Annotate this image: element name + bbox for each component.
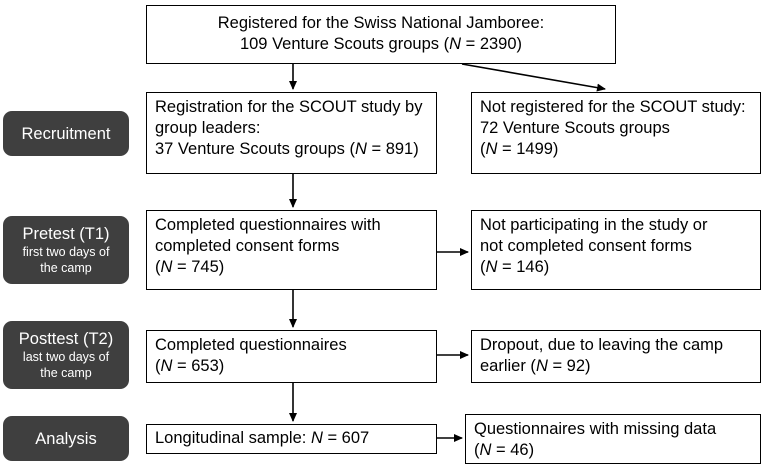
dropout-box: Dropout, due to leaving the camp earlier (N = 92) — [471, 330, 761, 383]
missing-data-box: Questionnaires with missing data (N = 46) — [465, 414, 761, 464]
stage-label-recruitment: Recruitment — [3, 111, 129, 156]
not-participating-box: Not participating in the study or not completed consent forms (N = 146) — [471, 210, 761, 290]
stage-label-posttest: Posttest (T2) last two days of the camp — [3, 321, 129, 389]
stage-label-pretest: Pretest (T1) first two days of the camp — [3, 216, 129, 284]
stage-label-analysis: Analysis — [3, 416, 129, 461]
longitudinal-sample-box: Longitudinal sample: N = 607 — [146, 424, 437, 454]
registration-box: Registration for the SCOUT study by group leaders: 37 Venture Scouts groups (N = 891) — [146, 92, 437, 174]
arrow-top-to-not-registered — [462, 64, 605, 89]
top-line1: Registered for the Swiss National Jamboree: — [217, 14, 545, 32]
top-registered-box — [146, 5, 616, 64]
completed-questionnaires-box: Completed questionnaires (N = 653) — [146, 330, 437, 383]
not-registered-box: Not registered for the SCOUT study: 72 Venture Scouts groups (N = 1499) — [471, 92, 761, 174]
top-line2: 109 Venture Scouts groups (N = 2390) — [239, 35, 523, 53]
completed-consent-box: Completed questionnaires with completed consent forms (N = 745) — [146, 210, 437, 290]
